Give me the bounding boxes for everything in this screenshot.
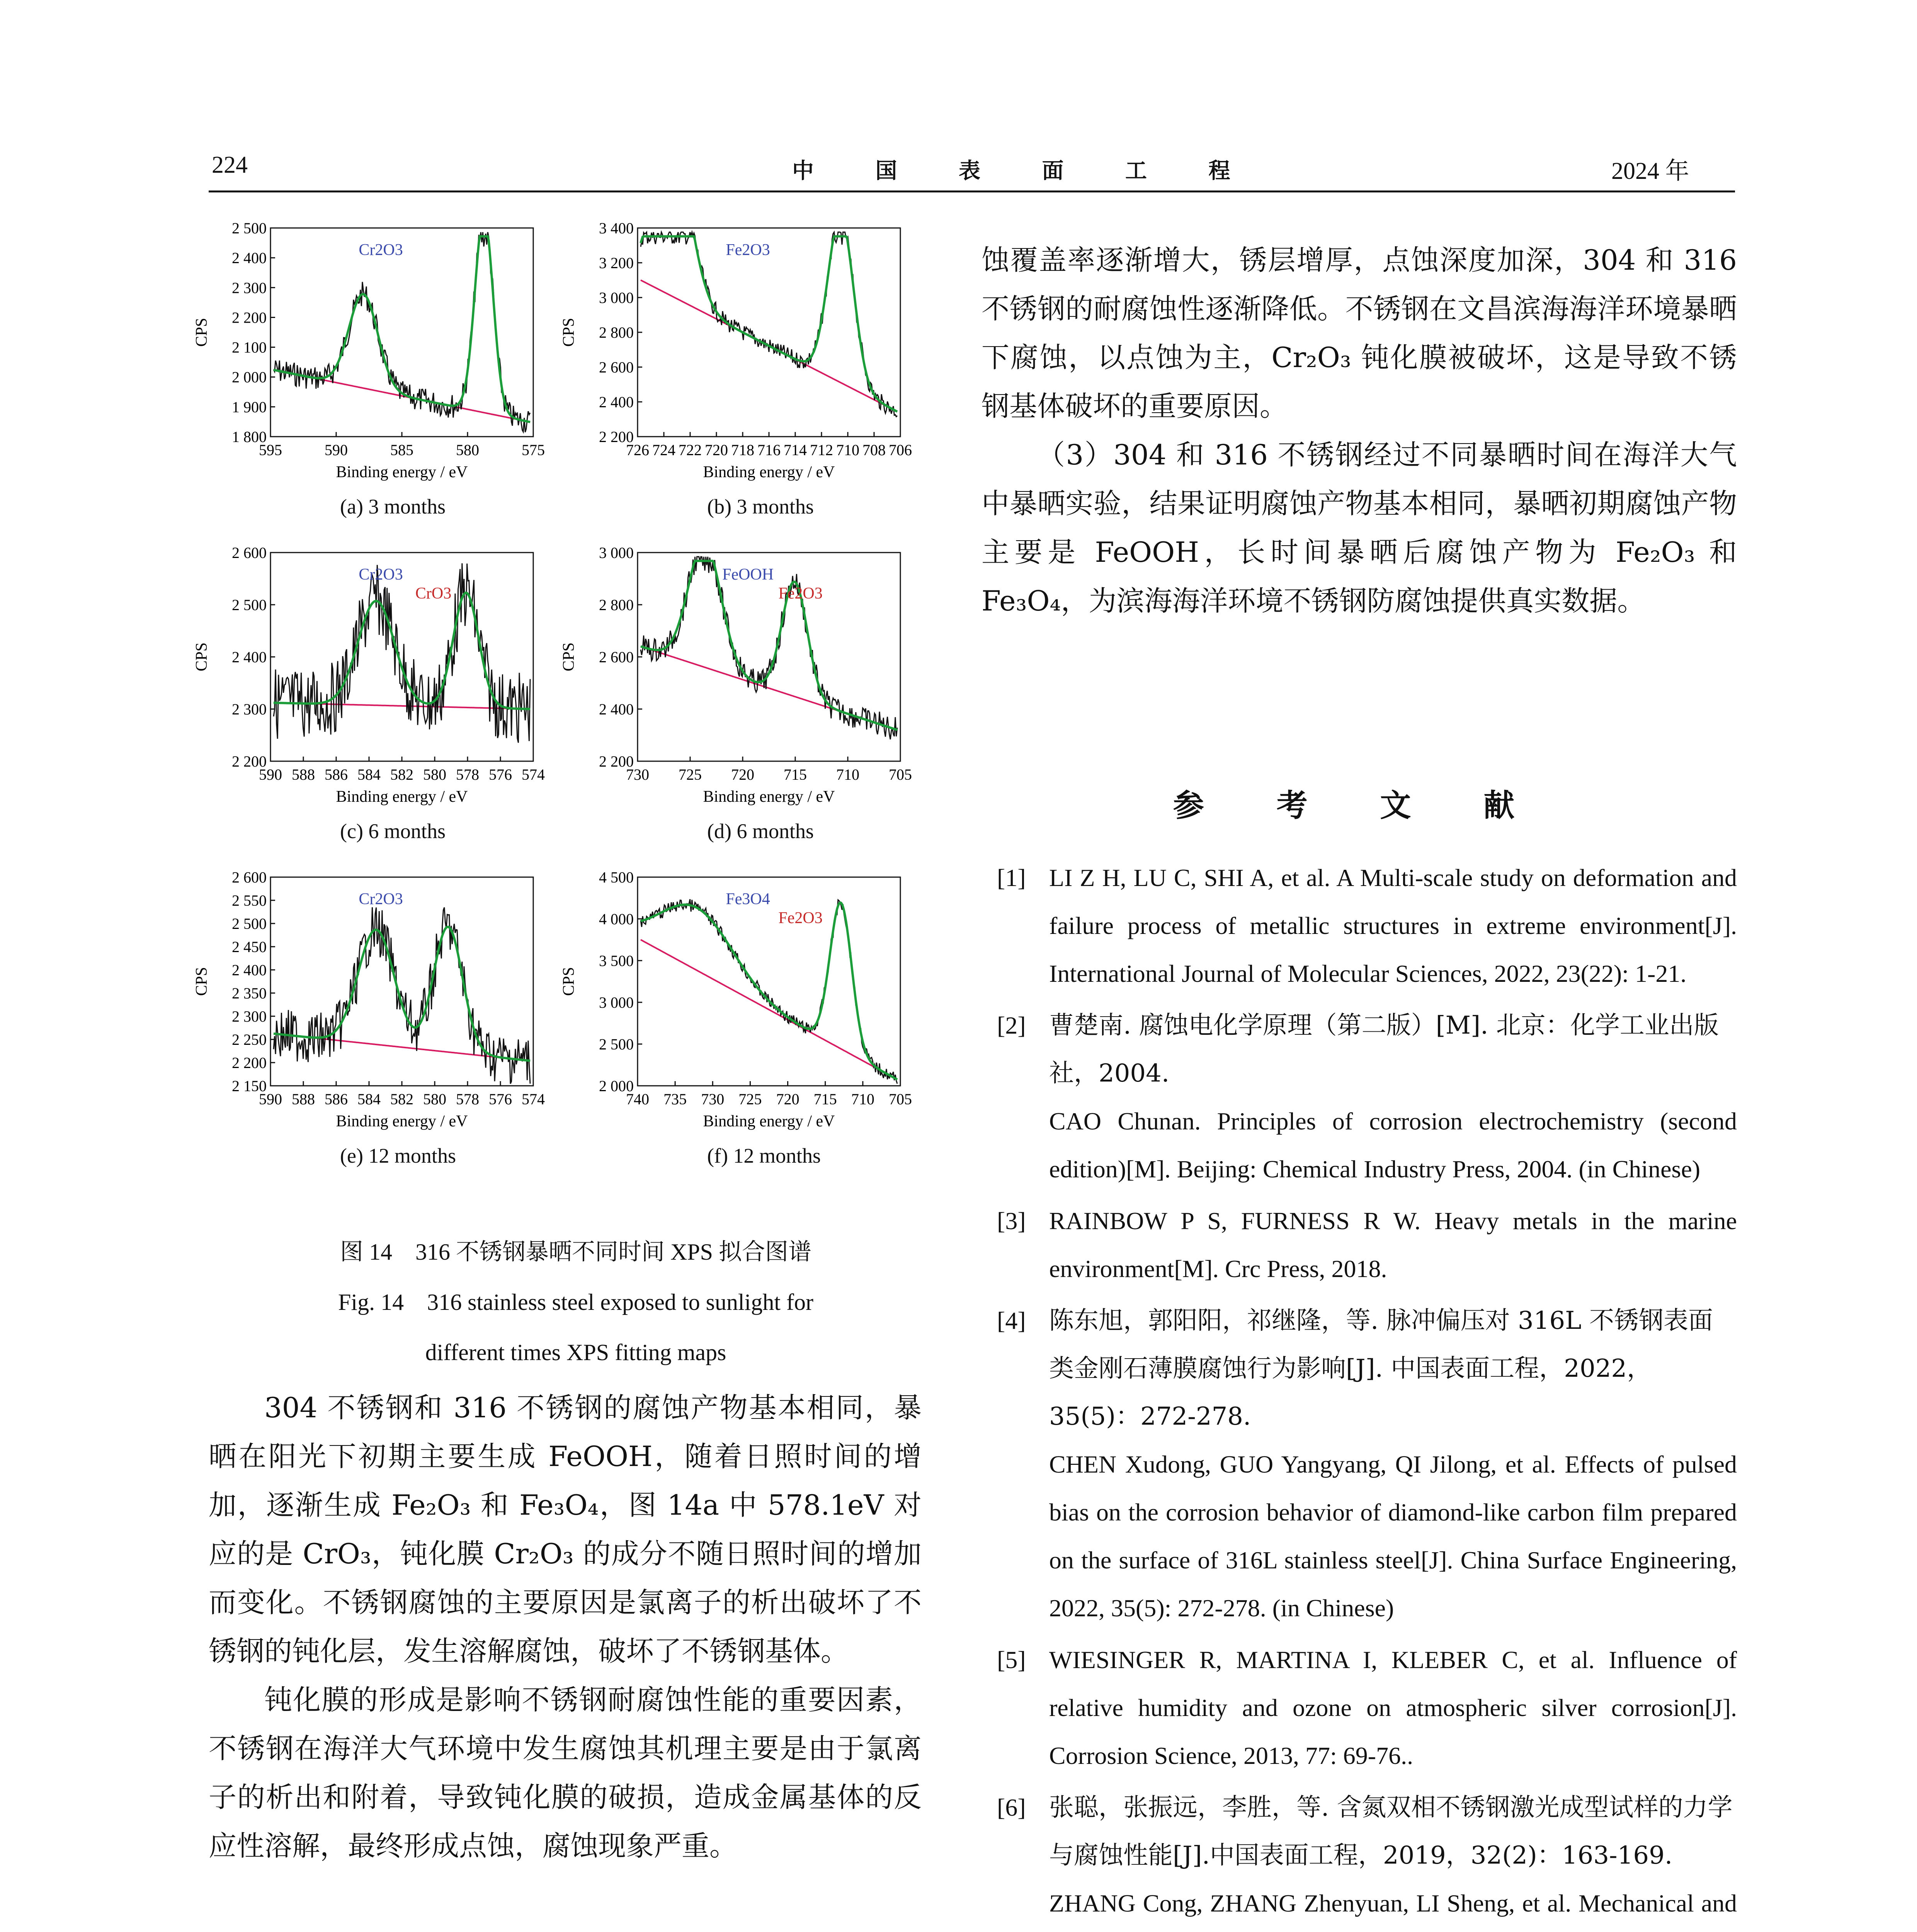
issue-year: 2024 年 [1611,158,1689,184]
x-tick-label: 722 [679,441,702,459]
paragraph: 钝化膜的形成是影响不锈钢耐腐蚀性能的重要因素，不锈钢在海洋大气环境中发生腐蚀其机理主要是由于氯离子的析出和附着，导致钝化膜的破损，造成金属基体的反应性溶解，最终形成点蚀，腐蚀现象严重。 [209,1684,922,1862]
y-tick-label: 2 200 [232,309,267,327]
x-tick-label: 586 [325,766,348,783]
reference-text-zh: 曹楚南. 腐蚀电化学原理（第二版）[M]. 北京：化学工业出版社，2004. [1049,1011,1719,1088]
x-tick-label: 584 [357,766,381,783]
y-axis-label: CPS [560,967,578,996]
xps-panel-d [553,541,920,846]
reference-item [997,1197,1737,1293]
reference-number: [1] [997,864,1026,891]
x-tick-label: 730 [626,766,649,783]
fit-curve [274,236,530,422]
x-tick-label: 574 [522,766,545,783]
y-tick-label: 2 600 [599,359,634,376]
x-tick-label: 580 [456,441,479,459]
y-tick-label: 2 150 [232,1077,267,1095]
x-tick-label: 578 [456,766,479,783]
x-tick-label: 710 [836,766,859,783]
peak-label: Cr2O3 [359,566,403,584]
xps-plot-c [185,541,553,846]
reference-text-en: RAINBOW P S, FURNESS R W. Heavy metals in the marine environment[M]. Crc Press, 2018. [1049,1207,1737,1282]
x-tick-label: 584 [357,1090,381,1108]
y-tick-label: 2 400 [599,393,634,411]
x-tick-label: 576 [489,766,512,783]
panel-caption: (f) 12 months [707,1144,821,1167]
y-tick-label: 2 350 [232,985,267,1002]
xps-figure [185,216,939,1337]
xps-panel-c [185,541,553,846]
page-number: 224 [212,152,248,178]
paragraph: 蚀覆盖率逐渐增大，锈层增厚，点蚀深度加深，304 和 316 不锈钢的耐腐蚀性逐渐降低。不锈钢在文昌滨海海洋环境暴晒下腐蚀，以点蚀为主，Cr₂O₃ 钝化膜被破坏，这是导致不锈钢基体破坏的重要原因。 [981,244,1737,422]
y-tick-label: 2 200 [232,753,267,770]
y-tick-label: 2 550 [232,892,267,909]
y-tick-label: 2 400 [232,648,267,666]
x-tick-label: 582 [390,766,413,783]
reference-number: [4] [997,1307,1026,1334]
journal-title: 中 国 表 面 工 程 [792,158,1257,184]
reference-number: [6] [997,1794,1026,1821]
references-heading: 参 考 文 献 [1173,787,1546,823]
x-tick-label: 720 [776,1090,799,1108]
y-tick-label: 1 800 [232,428,267,446]
y-tick-label: 2 800 [599,324,634,341]
right-column-top [981,236,1737,625]
raw-spectrum [641,899,897,1084]
x-tick-label: 588 [292,1090,315,1108]
x-tick-label: 715 [813,1090,837,1108]
xps-plot-e [185,866,553,1171]
x-tick-label: 715 [784,766,807,783]
x-tick-label: 720 [705,441,728,459]
y-tick-label: 2 300 [232,279,267,297]
panel-caption: (b) 3 months [707,495,814,518]
xps-panel-f [553,866,920,1171]
y-tick-label: 3 500 [599,952,634,969]
raw-spectrum [641,557,897,740]
y-axis-label: CPS [560,642,578,672]
x-tick-label: 716 [757,441,781,459]
y-tick-label: 2 600 [232,544,267,561]
x-axis-label: Binding energy / eV [703,463,835,481]
y-tick-label: 2 400 [232,961,267,979]
peak-label: CrO3 [415,584,452,602]
y-tick-label: 2 500 [232,219,267,237]
x-tick-label: 588 [292,766,315,783]
reference-number: [5] [997,1646,1026,1673]
peak-label: Fe2O3 [726,241,770,259]
peak-label: Cr2O3 [359,890,403,908]
y-tick-label: 2 400 [599,701,634,718]
panel-caption: (c) 6 months [340,820,446,843]
y-tick-label: 2 800 [599,596,634,614]
peak-label: Fe2O3 [778,909,823,927]
y-tick-label: 2 000 [232,368,267,386]
fit-curve [641,561,897,730]
x-tick-label: 590 [259,1090,282,1108]
x-tick-label: 718 [731,441,754,459]
x-tick-label: 590 [325,441,348,459]
y-tick-label: 1 900 [232,398,267,416]
reference-text-zh: 陈东旭，郭阳阳，祁继隆，等. 脉冲偏压对 316L 不锈钢表面类金刚石薄膜腐蚀行为影响[J]. 中国表面工程，2022，35(5)：272-278. [1049,1306,1713,1431]
left-column-top [209,1383,922,1870]
figure-caption-en-2: different times XPS fitting maps [425,1340,726,1365]
xps-panel-a [185,216,553,522]
baseline-curve [641,940,897,1080]
y-axis-label: CPS [193,967,211,996]
y-tick-label: 2 000 [599,1077,634,1095]
x-axis-label: Binding energy / eV [336,788,468,806]
reference-text-en: ZHANG Cong, ZHANG Zhenyuan, LI Sheng, et al. Mechanical and [1049,1889,1737,1917]
xps-panel-e [185,866,553,1171]
y-tick-label: 2 250 [232,1031,267,1048]
x-tick-label: 725 [738,1090,762,1108]
xps-plot-d [553,541,920,846]
y-tick-label: 2 500 [232,596,267,614]
x-axis-label: Binding energy / eV [336,1112,468,1130]
xps-plot-f [553,866,920,1171]
y-axis-label: CPS [193,642,211,672]
y-tick-label: 2 200 [599,753,634,770]
x-tick-label: 708 [862,441,886,459]
x-tick-label: 724 [652,441,675,459]
y-tick-label: 3 000 [599,544,634,561]
reference-text-en: CAO Chunan. Principles of corrosion electrochemistry (second edition)[M]. Beijing: Chemical Industry Press, 2004. (in Chinese) [1049,1107,1737,1183]
y-tick-label: 2 300 [232,701,267,718]
y-axis-label: CPS [193,318,211,347]
reference-item [997,1784,1737,1932]
peak-label: FeOOH [722,566,774,584]
panel-caption: (a) 3 months [340,495,446,518]
reference-text-en: WIESINGER R, MARTINA I, KLEBER C, et al. Influence of relative humidity and ozone on atmospheric silver corrosion[J]. Corrosion Science, 2013, 77: 69-76.. [1049,1646,1737,1769]
reference-list [997,854,1737,1932]
peak-label: Fe2O3 [778,584,823,602]
peak-label: Cr2O3 [359,241,403,259]
x-tick-label: 710 [836,441,859,459]
reference-number: [2] [997,1012,1026,1039]
x-tick-label: 725 [679,766,702,783]
xps-plot-a [185,216,553,522]
reference-text-en: CHEN Xudong, GUO Yangyang, QI Jilong, et al. Effects of pulsed bias on the corrosion behavior of diamond-like carbon film prepared on the surface of 316L stainless steel[J]. China Surface Engineering, 2022, 35(5): 272-278. (in Chinese) [1049,1451,1737,1622]
y-tick-label: 3 000 [599,289,634,306]
x-tick-label: 576 [489,1090,512,1108]
paragraph: （3）304 和 316 不锈钢经过不同暴晒时间在海洋大气中暴晒实验，结果证明腐蚀产物基本相同，暴晒初期腐蚀产物主要是 FeOOH，长时间暴晒后腐蚀产物为 Fe₂O₃ 和 Fe₃O₄，为滨海海洋环境不锈钢防腐蚀提供真实数据。 [981,439,1737,617]
figure-caption-en-1: Fig. 14 316 stainless steel exposed to sunlight for [338,1289,813,1315]
y-tick-label: 3 200 [599,254,634,272]
y-tick-label: 2 200 [599,428,634,446]
header-rule [209,190,1735,192]
y-tick-label: 2 200 [232,1054,267,1071]
x-tick-label: 730 [701,1090,725,1108]
y-tick-label: 4 500 [599,869,634,886]
reference-item [997,1297,1737,1632]
reference-item [997,1002,1737,1193]
x-tick-label: 705 [889,1090,912,1108]
y-tick-label: 2 100 [232,338,267,356]
y-tick-label: 2 300 [232,1008,267,1025]
plot-frame [638,228,900,437]
x-tick-label: 590 [259,766,282,783]
x-tick-label: 714 [784,441,807,459]
fit-curve [641,236,897,412]
x-axis-label: Binding energy / eV [336,463,468,481]
panel-caption: (e) 12 months [340,1144,456,1167]
panel-caption: (d) 6 months [707,820,814,843]
y-tick-label: 2 600 [599,648,634,666]
raw-spectrum [274,563,530,743]
y-tick-label: 3 400 [599,219,634,237]
peak-label: Fe3O4 [726,890,770,908]
x-tick-label: 726 [626,441,649,459]
y-tick-label: 2 500 [599,1036,634,1053]
y-axis-label: CPS [560,318,578,347]
y-tick-label: 2 450 [232,938,267,956]
x-tick-label: 580 [423,766,446,783]
paragraph: 304 不锈钢和 316 不锈钢的腐蚀产物基本相同，暴晒在阳光下初期主要生成 FeOOH，随着日照时间的增加，逐渐生成 Fe₂O₃ 和 Fe₃O₄，图 14a 中 578.1eV 对应的是 CrO₃，钝化膜 Cr₂O₃ 的成分不随日照时间的增加而变化。不锈钢腐蚀的主要原因是氯离子的析出破坏了不锈钢的钝化层，发生溶解腐蚀，破坏了不锈钢基体。 [209,1391,922,1667]
x-tick-label: 580 [423,1090,446,1108]
x-tick-label: 710 [851,1090,874,1108]
x-tick-label: 585 [390,441,413,459]
figure-caption-zh: 图 14 316 不锈钢暴晒不同时间 XPS 拟合图谱 [340,1239,812,1265]
reference-number: [3] [997,1207,1026,1235]
y-tick-label: 2 400 [232,249,267,267]
x-axis-label: Binding energy / eV [703,788,835,806]
x-tick-label: 574 [522,1090,545,1108]
x-tick-label: 575 [522,441,545,459]
plot-frame [638,553,900,761]
x-tick-label: 706 [889,441,912,459]
x-tick-label: 582 [390,1090,413,1108]
x-tick-label: 595 [259,441,282,459]
xps-panel-b [553,216,920,522]
reference-item [997,1636,1737,1780]
x-axis-label: Binding energy / eV [703,1112,835,1130]
x-tick-label: 735 [663,1090,687,1108]
y-tick-label: 4 000 [599,910,634,928]
reference-text-zh: 张聪，张振远，李胜，等. 含氮双相不锈钢激光成型试样的力学与腐蚀性能[J].中国表面工程，2019，32(2)：163-169. [1049,1793,1733,1870]
x-tick-label: 705 [889,766,912,783]
y-tick-label: 2 600 [232,869,267,886]
xps-plot-b [553,216,920,522]
x-tick-label: 586 [325,1090,348,1108]
x-tick-label: 740 [626,1090,649,1108]
plot-frame [270,228,533,437]
plot-frame [270,553,533,761]
x-tick-label: 712 [810,441,833,459]
y-tick-label: 3 000 [599,994,634,1011]
fit-curve [641,903,897,1080]
x-tick-label: 578 [456,1090,479,1108]
reference-text-en: LI Z H, LU C, SHI A, et al. A Multi-scale study on deformation and failure process of metallic structures in extreme environment[J]. International Journal of Molecular Sciences, 2022, 23(22): 1-21. [1049,864,1737,987]
reference-item [997,854,1737,998]
x-tick-label: 720 [731,766,754,783]
y-tick-label: 2 500 [232,915,267,932]
